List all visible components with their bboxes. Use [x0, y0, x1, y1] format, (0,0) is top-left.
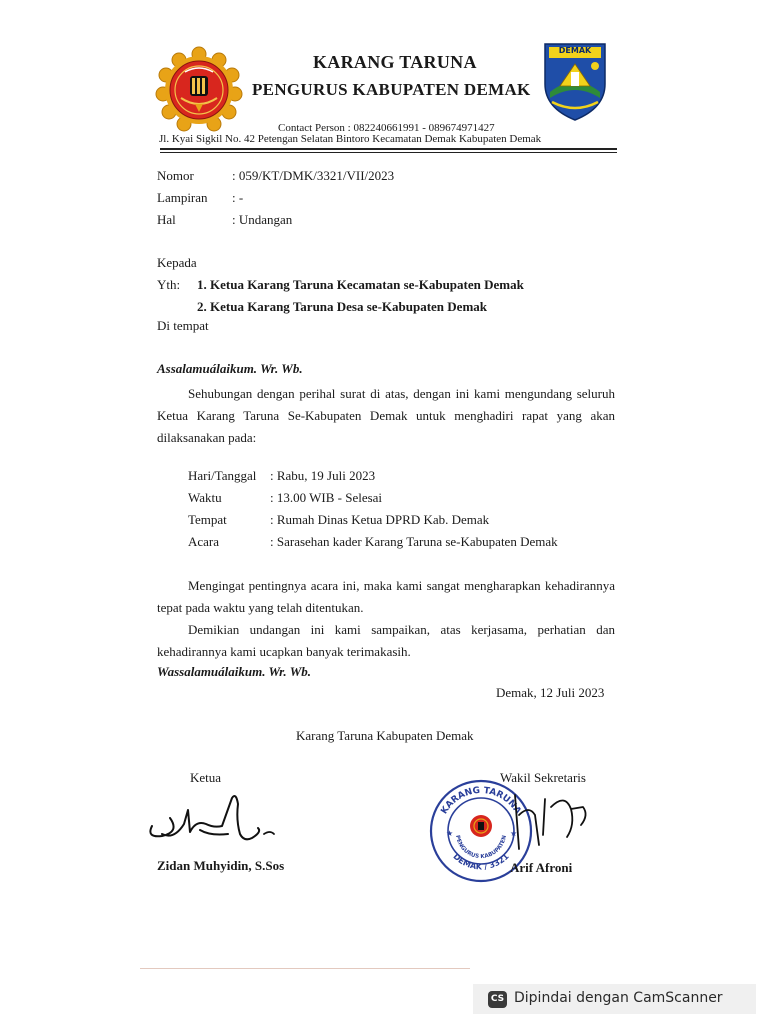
paragraph-1-line-2: Ketua Karang Taruna Se-Kabupaten Demak untuk menghadiri rapat yang akan [157, 408, 615, 423]
schedule-value-tempat: : Rumah Dinas Ketua DPRD Kab. Demak [270, 512, 490, 527]
lampiran-value: : - [232, 190, 244, 205]
hal-label: Hal [157, 212, 176, 227]
closing-salam: Wassalamuálaikum. Wr. Wb. [157, 664, 312, 679]
org-address: Jl. Kyai Sigkil No. 42 Petengan Selatan Bintoro Kecamatan Demak Kabupaten Demak [159, 133, 542, 145]
kepada: Kepada [157, 255, 197, 270]
org-name-line2: PENGURUS KABUPATEN DEMAK [252, 80, 531, 99]
schedule-value-acara: : Sarasehan kader Karang Taruna se-Kabupaten Demak [270, 534, 558, 549]
paragraph-3 [157, 619, 615, 663]
left-signatory-title: Ketua [190, 770, 222, 785]
paragraph-2-line-1: Mengingat pentingnya acara ini, maka kami sangat mengharapkan kehadirannya [188, 578, 615, 593]
schedule-label-waktu: Waktu [188, 490, 222, 505]
paragraph-2 [157, 575, 615, 619]
schedule-value-hari: : Rabu, 19 Juli 2023 [270, 468, 376, 483]
schedule-label-tempat: Tempat [188, 512, 227, 527]
stamp-inner-text: PENGURUS KABUPATEN [454, 834, 508, 861]
demak-emblem-label: DEMAK [558, 46, 592, 55]
stamp-bottom-text: DEMAK / 3321 [451, 851, 511, 872]
di-tempat: Di tempat [157, 318, 209, 333]
karang-taruna-emblem [155, 45, 243, 135]
paragraph-3-line-2: kehadirannya kami ucapkan banyak terimakasih. [157, 644, 411, 659]
right-signatory-title: Wakil Sekretaris [500, 770, 586, 785]
camscanner-logo-icon: CS [488, 991, 507, 1008]
org-name-line1: KARANG TARUNA [313, 52, 477, 72]
right-handwritten-signature [505, 785, 595, 855]
header-rule-thin [160, 152, 617, 153]
recipient-item-2: 2. Ketua Karang Taruna Desa se-Kabupaten Demak [197, 299, 487, 314]
greeting-salam: Assalamuálaikum. Wr. Wb. [157, 361, 303, 376]
svg-text:★: ★ [510, 829, 518, 838]
paragraph-1-line-1: Sehubungan dengan perihal surat di atas, dengan ini kami mengundang seluruh [188, 386, 615, 401]
left-handwritten-signature [140, 790, 290, 850]
svg-text:★: ★ [446, 829, 454, 838]
header-rule-thick [160, 148, 617, 150]
scan-edge-line [140, 968, 470, 969]
yth: Yth: [157, 277, 181, 292]
contact-person: Contact Person : 082240661991 - 089674971427 [278, 122, 495, 134]
schedule-value-waktu: : 13.00 WIB - Selesai [270, 490, 383, 505]
right-signatory-name: Arif Afroni [510, 860, 573, 875]
schedule-label-acara: Acara [188, 534, 220, 549]
lampiran-label: Lampiran [157, 190, 208, 205]
paragraph-2-line-2: tepat pada waktu yang telah ditentukan. [157, 600, 364, 615]
paragraph-3-line-1: Demikian undangan ini kami sampaikan, atas kerjasama, perhatian dan [188, 622, 615, 637]
paragraph-1 [157, 383, 615, 449]
paragraph-1-line-3: dilaksanakan pada: [157, 430, 257, 445]
nomor-label: Nomor [157, 168, 194, 183]
stamp-outer-text: KARANG TARUNA [439, 785, 523, 817]
hal-value: : Undangan [232, 212, 293, 227]
signature-org: Karang Taruna Kabupaten Demak [296, 728, 474, 743]
nomor-value: : 059/KT/DMK/3321/VII/2023 [232, 168, 395, 183]
recipient-item-1: 1. Ketua Karang Taruna Kecamatan se-Kabupaten Demak [197, 277, 524, 292]
schedule-label-hari: Hari/Tanggal [188, 468, 257, 483]
date-place: Demak, 12 Juli 2023 [496, 685, 605, 700]
left-signatory-name: Zidan Muhyidin, S.Sos [157, 858, 285, 873]
camscanner-text: Dipindai dengan CamScanner [514, 990, 723, 1006]
